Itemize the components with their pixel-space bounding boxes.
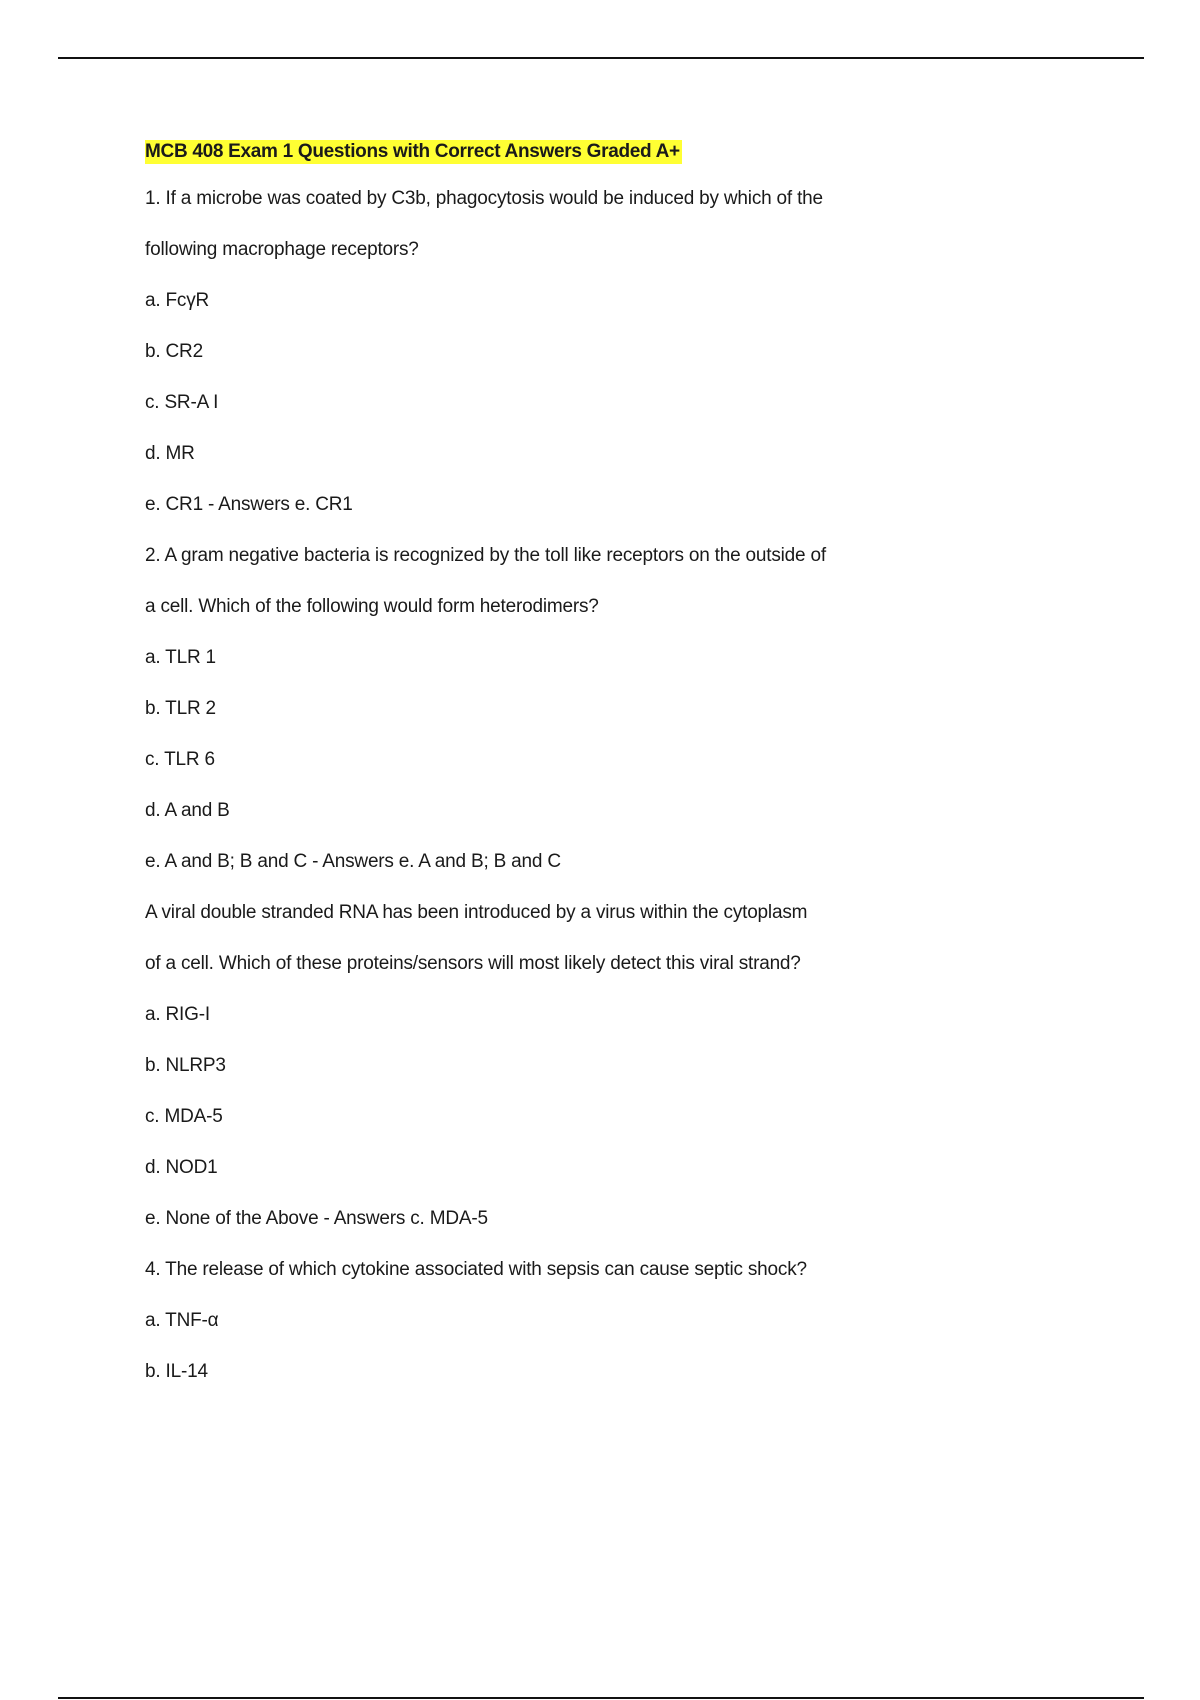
q1-option-d: d. MR (145, 443, 195, 464)
q3-option-d: d. NOD1 (145, 1157, 218, 1178)
q1-option-c: c. SR-A I (145, 392, 219, 413)
q2-option-b: b. TLR 2 (145, 698, 216, 719)
q2-stem-line-2: a cell. Which of the following would form heterodimers? (145, 596, 599, 617)
q4-option-b: b. IL-14 (145, 1361, 208, 1382)
q4-stem: 4. The release of which cytokine associated with sepsis can cause septic shock? (145, 1259, 807, 1280)
q2-option-e-answer: e. A and B; B and C - Answers e. A and B; B and C (145, 851, 561, 872)
q2-stem-line-1: 2. A gram negative bacteria is recognized by the toll like receptors on the outside of (145, 545, 826, 566)
q4-option-a: a. TNF-α (145, 1310, 219, 1331)
q2-option-a: a. TLR 1 (145, 647, 216, 668)
header-rule (58, 57, 1144, 59)
document-body (145, 140, 1045, 1410)
q2-option-d: d. A and B (145, 800, 230, 821)
q1-option-e-answer: e. CR1 - Answers e. CR1 (145, 494, 353, 515)
document-title: MCB 408 Exam 1 Questions with Correct Answers Graded A+ (145, 141, 680, 162)
q1-option-b: b. CR2 (145, 341, 203, 362)
q1-option-a: a. FcγR (145, 290, 210, 311)
footer-rule (58, 1697, 1144, 1699)
q1-stem-line-1: 1. If a microbe was coated by C3b, phagocytosis would be induced by which of the (145, 188, 823, 209)
q3-option-b: b. NLRP3 (145, 1055, 226, 1076)
q3-option-e-answer: e. None of the Above - Answers c. MDA-5 (145, 1208, 488, 1229)
q2-option-c: c. TLR 6 (145, 749, 215, 770)
q3-option-c: c. MDA-5 (145, 1106, 223, 1127)
q3-stem-line-1: A viral double stranded RNA has been introduced by a virus within the cytoplasm (145, 902, 808, 923)
q3-option-a: a. RIG-I (145, 1004, 210, 1025)
title-row (145, 140, 1045, 186)
q3-stem-line-2: of a cell. Which of these proteins/sensors will most likely detect this viral strand? (145, 953, 801, 974)
q1-stem-line-2: following macrophage receptors? (145, 239, 419, 260)
